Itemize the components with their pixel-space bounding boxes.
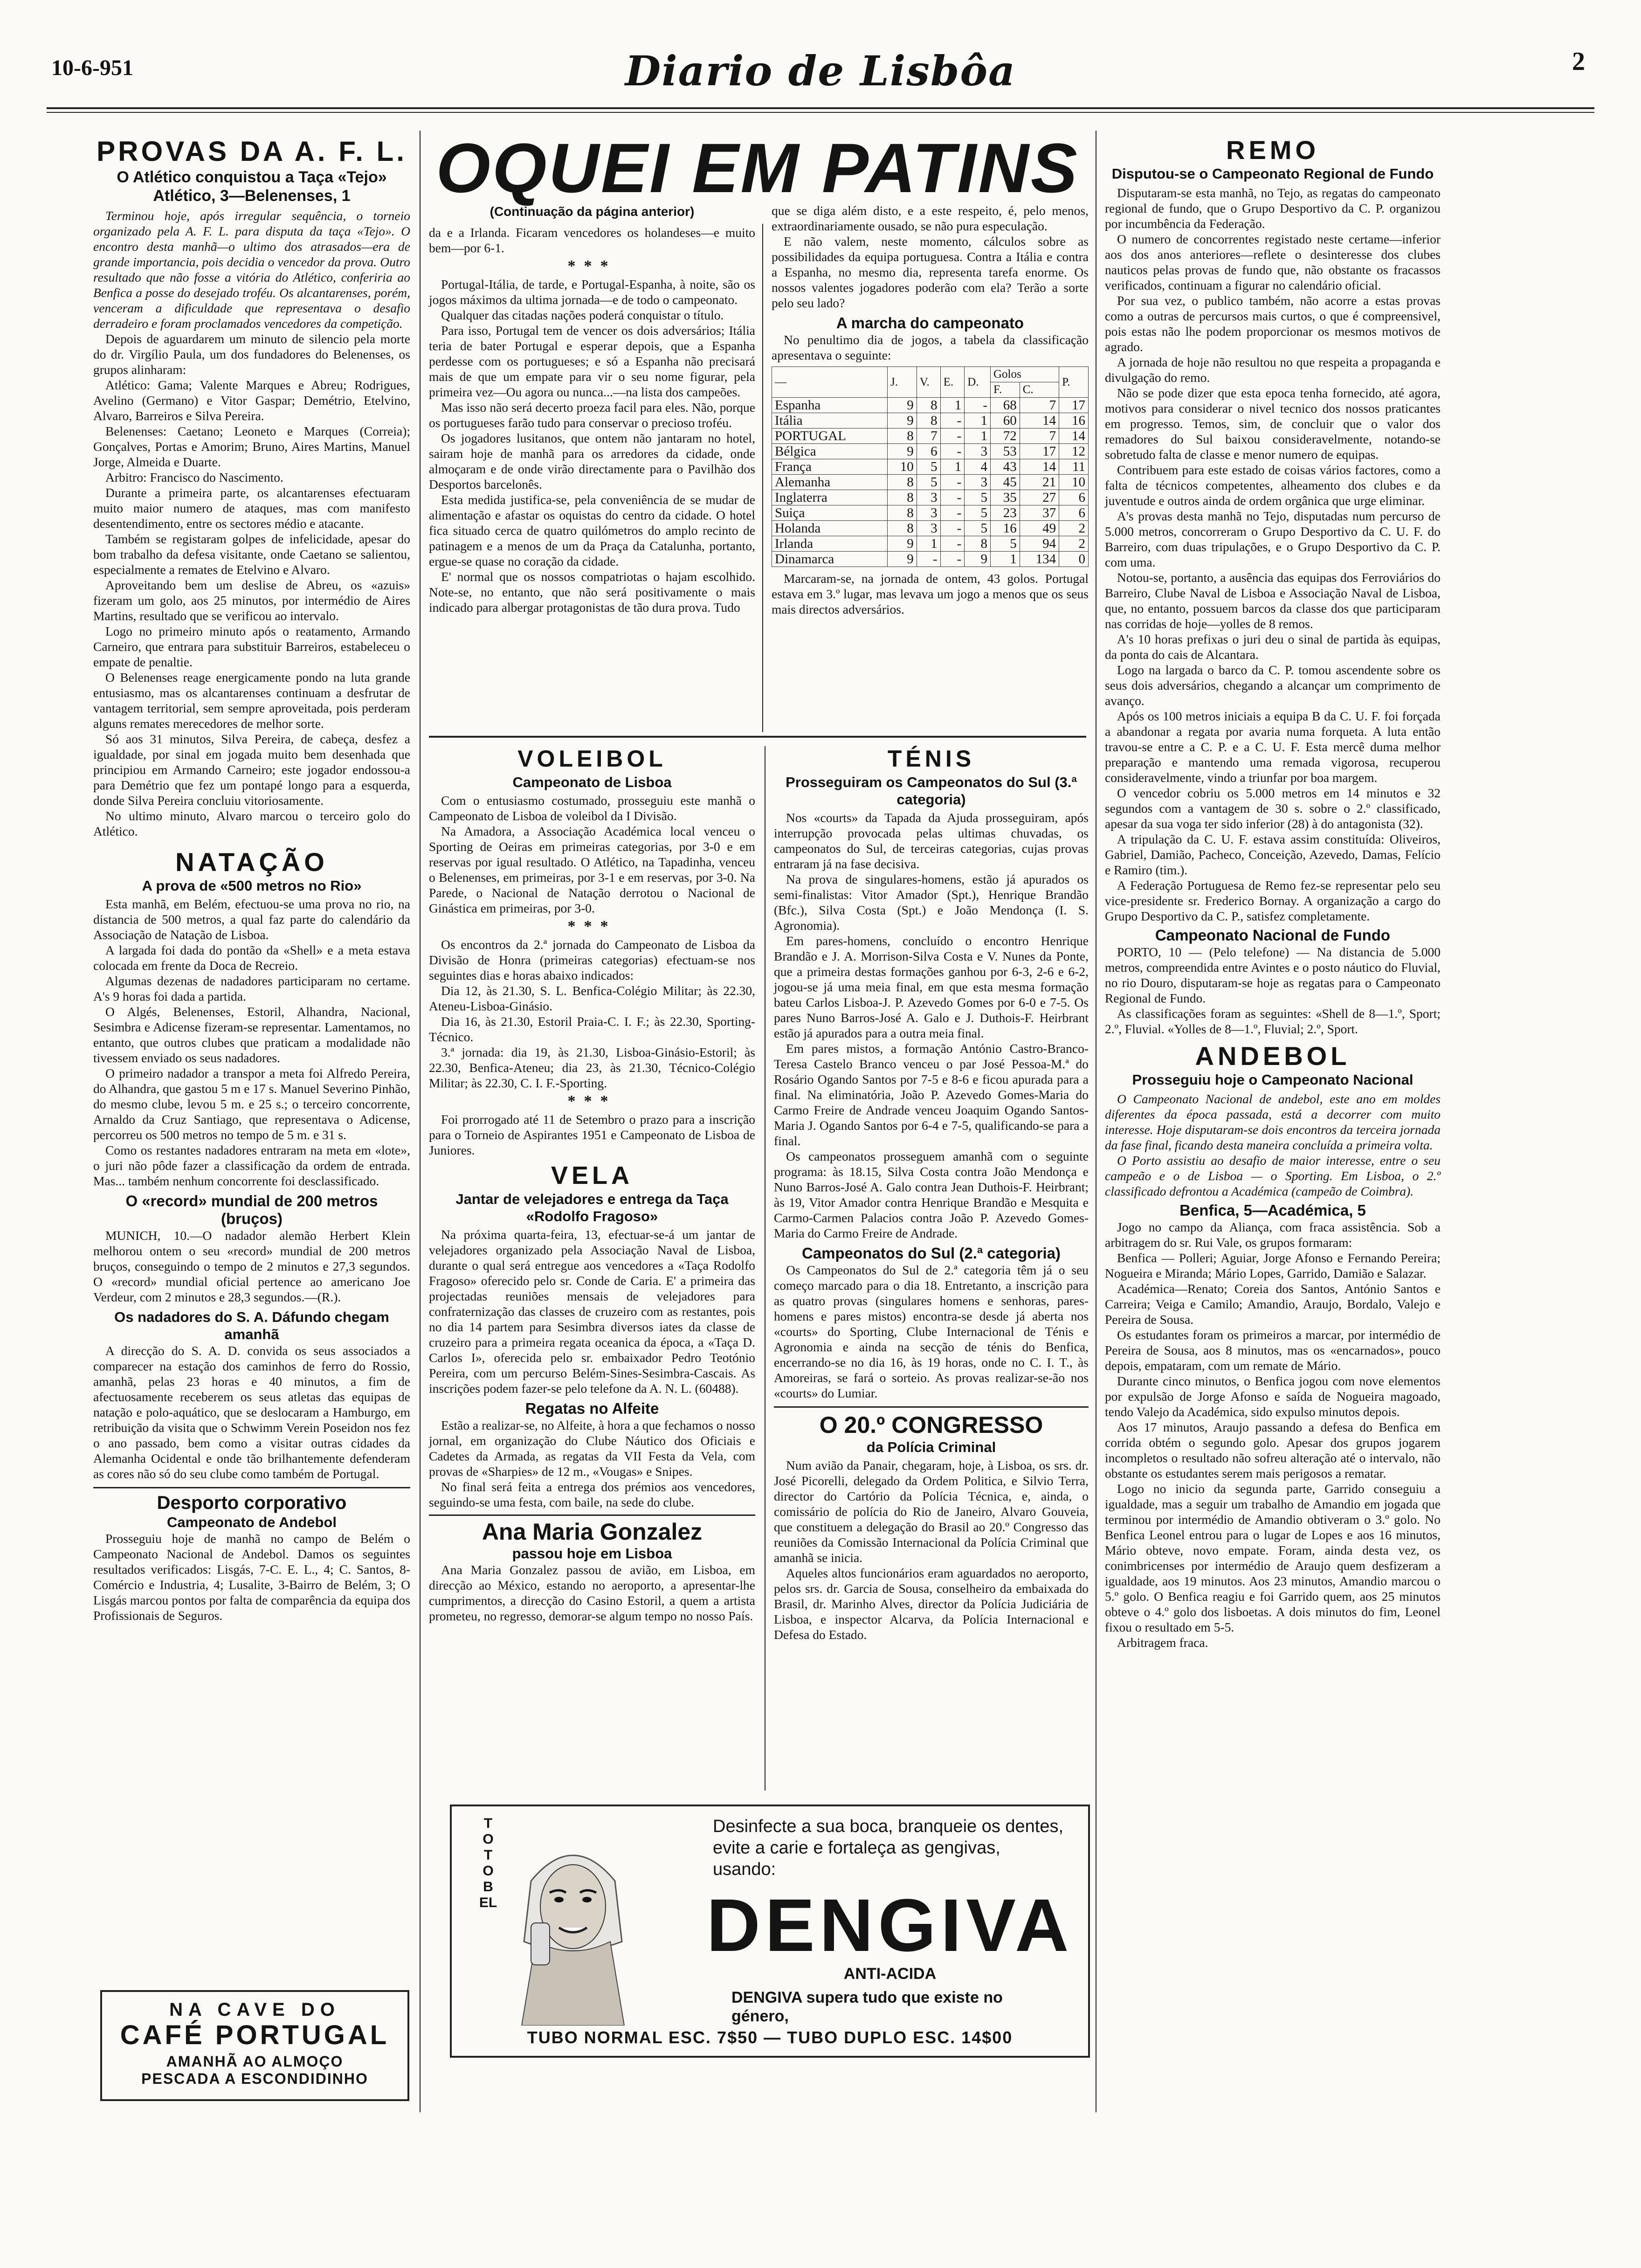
ana-section	[429, 1514, 755, 1624]
tenis-paragraph: Em pares mistos, a formação António Castro-Branco-Teresa Castelo Branco venceu o par José Pessoa-M.ª do Rosário Ogando Santos por 7-5 e 8-6 e ficou apurada para a final. Na eliminatória, João P. Azevedo Gomes-Maria do Carmo Freire de Andrade venceu Joaquim Ogando Santos-Maria J. Ogando Santos por 6-4 e 7-5, qualificando-se para a final.	[774, 1041, 1089, 1148]
league-body	[772, 398, 1089, 567]
woman-photo-illustration	[503, 1820, 643, 2026]
table-cell: 14	[1059, 429, 1089, 444]
andebol-paragraph: Logo no inicio da segunda parte, Garrido conseguiu a igualdade, mas a seguir um trabalho de Amandio em jogada que terminou por intermédio de Amandio obtiveram o 3.º golo. No Benfica Leonel entrou para o lugar de Lopes e aos 16 minutos, Mário obteve, novo empate. Foram, ainda desta vez, os conimbricenses por intermédio de Araujo quem desfizeram a igualdade, aos 19 minutos. Aos 23 minutos, Amandio marcou o 5.º golo. O Benfica reagiu e foi Garrido quem, aos 25 minutos obteve o 4.º golo dos lisboetas. A dois minutos do fim, Leonel fixou o resultado em 5-5.	[1105, 1481, 1441, 1634]
ana-title: Ana Maria Gonzalez	[482, 1519, 703, 1545]
table-cell: 35	[991, 490, 1020, 505]
provas-paragraph: Logo no primeiro minuto após o reatamento, Armando Carneiro, que entrara para substituir Barreiros, estabeleceu o empate de penaltie.	[93, 624, 410, 669]
team-name: Espanha	[772, 398, 888, 413]
table-cell: 72	[991, 429, 1020, 444]
voleibol-paragraph: Com o entusiasmo costumado, prosseguiu este manhã o Campeonato de Lisboa de voleibol da I Divisão.	[429, 793, 755, 823]
dafundo-title: Os nadadores do S. A. Dáfundo chegam amanhã	[114, 1309, 389, 1342]
tenis-paragraph: Na prova de singulares-homens, estão já apurados os semi-finalistas: Vitor Amador (Spt.), Henrique Brandão (Bfc.), Silva Costa (Spt.) e João Mendonça (I. S. Agronomia).	[774, 872, 1089, 933]
andebol-paragraph: Benfica — Polleri; Aguiar, Jorge Afonso e Fernando Pereira; Nogueira e Miranda; Mário Lopes, Garrido, Damião e Salazar.	[1105, 1251, 1441, 1280]
remo-paragraph: A tripulação da C. U. F. estava assim constituída: Oliveiros, Gabriel, Damião, Pacheco, Conceição, Azevedo, Damas, Felício e Ramiro (tim.).	[1105, 832, 1441, 877]
tenis-title: TÉNIS	[887, 746, 975, 772]
provas-paragraph: Só aos 31 minutos, Silva Pereira, de cabeça, desfez a igualdade, por sinal em jogada muito bem desenhada que principiou em Armando Carneiro; este jogador endossou-a para Demétrio que fez um pontapé longo para a esquerda, donde Silva Pereira concluiu vitoriosamente.	[93, 732, 410, 808]
separator-stars: ***	[567, 918, 617, 935]
desporto-section	[93, 1487, 410, 1623]
table-cell: 9	[887, 536, 917, 552]
team-name: Alemanha	[772, 475, 888, 490]
table-cell: 6	[1059, 490, 1089, 505]
section-rule	[429, 736, 1086, 738]
ad-brand-name: DENGIVA	[706, 1883, 1074, 1967]
team-name: PORTUGAL	[772, 429, 888, 444]
natacao-paragraph: Como os restantes nadadores entraram na meta em «lote», o juri não pôde fazer a classificação da ordem de entrada. Mas... também nenhum concorrente foi desclassificado.	[93, 1143, 410, 1188]
table-cell: -	[940, 429, 965, 444]
table-cell: 17	[1020, 444, 1059, 459]
remo-paragraph: O vencedor cobriu os 5.000 metros em 14 minutos e 32 segundos com a vantagem de 30 s. sobre o 2.º classificado, apesar da sua voga ter sido inferior (28) à do antagonista (32).	[1105, 786, 1441, 831]
natacao-subtitle: A prova de «500 metros no Rio»	[142, 878, 362, 894]
team-name: Dinamarca	[772, 552, 888, 567]
masthead-rule-thin	[47, 112, 1594, 113]
oquei-paragraph: Para isso, Portugal tem de vencer os dois adversários; Itália teria de bater Portugal e esperar depois, que a Espanha perdesse com os portugueses; e só a Espanha não precisará mais de que um empate para vir o seu nome figurar, pela primeira vez—Ou agora ou nunca...—na lista dos campeões.	[429, 323, 755, 399]
cafe-ad-line4: PESCADA A ESCONDIDINHO	[141, 2070, 368, 2087]
table-cell: 8	[887, 505, 917, 521]
ad-tagline: ANTI-ACIDA	[843, 1965, 937, 1983]
natacao-paragraph: O Algés, Belenenses, Estoril, Alhandra, Nacional, Sesimbra e Adicense fizeram-se representar. Lamentamos, no entanto, que outros clubes que praticam a modalidade não tivessem enviado os seus nadadores.	[93, 1004, 410, 1065]
table-cell: 6	[1059, 505, 1089, 521]
vela-title: VELA	[551, 1162, 634, 1189]
table-row	[772, 490, 1089, 505]
table-cell: 1	[917, 536, 940, 552]
desporto-title: Desporto corporativo	[157, 1493, 347, 1513]
oquei-paragraph: Os jogadores lusitanos, que ontem não jantaram no hotel, sairam hoje de manhã para os arredores da cidade, onde almoçaram e de onde virão directamente para o Pavilhão dos Desportos barcelonês.	[429, 431, 755, 491]
dafundo-text: A direcção do S. A. D. convida os seus associados a comparecer na estação dos caminhos de ferro do Rossio, amanhã, pelas 23 horas e 40 minutos, a fim de afectuosamente receberem os seus atletas das equipas de natação e polo-aquático, que se deslocaram a Hamburgo, em retribuição da visita que o Schwimm Verein Poseidon nos fez o ano passado, bem como a visitar outras cidades da Alemanha Ocidental e onde tão brilhantemente defenderam as cores não só do seu clube como também de Portugal.	[93, 1343, 410, 1481]
table-cell: -	[965, 398, 991, 413]
table-cell: 37	[1020, 505, 1059, 521]
andebol-paragraph: Arbitragem fraca.	[1117, 1635, 1208, 1650]
table-cell: 16	[991, 521, 1020, 536]
separator-stars: ***	[567, 257, 617, 275]
league-header: C.	[1020, 382, 1059, 398]
table-cell: 1	[991, 552, 1020, 567]
andebol-paragraph: Jogo no campo da Aliança, com fraca assistência. Sob a arbitragem do sr. Rui Vale, os grupos formaram:	[1105, 1220, 1441, 1250]
desporto-text: Prosseguiu hoje de manhã no campo de Belém o Campeonato Nacional de Andebol. Damos os seguintes resultados verificados: Lisgás, 7-C. E. L., 4; C. Santos, 8-Comércio e Industria, 4; Lusalite, 3-Bairro de Belém, 3; O Lisgás marcou pontos por falta de comparência da equipa dos Profissionais de Seguros.	[93, 1531, 410, 1623]
oquei-paragraph: Portugal-Itália, de tarde, e Portugal-Espanha, à noite, são os jogos máximos da ultima jornada—e de todo o campeonato.	[429, 277, 755, 307]
table-cell: 14	[1020, 459, 1059, 475]
remo-paragraph: Notou-se, portanto, a ausência das equipas dos Ferroviários do Barreiro, Clube Naval de Lisboa e Associação Naval de Lisboa, que, no entanto, possuem barcos da classe dos que participaram nas corridas de hoje—yolles de 8 remos.	[1105, 570, 1441, 631]
table-cell: 3	[965, 475, 991, 490]
desporto-subtitle: Campeonato de Andebol	[167, 1514, 337, 1530]
middle-left-column	[429, 744, 755, 1624]
table-cell: 1	[965, 413, 991, 429]
column-divider	[420, 131, 421, 2112]
ad-copy: Desinfecte a sua boca, branqueie os dentes, evite a carie e fortaleça as gengivas, usando:	[713, 1817, 1064, 1879]
table-cell: 8	[917, 413, 940, 429]
table-row	[772, 413, 1089, 429]
table-cell: 5	[991, 536, 1020, 552]
ana-subtitle: passou hoje em Lisboa	[512, 1545, 672, 1562]
remo-paragraph: O numero de concorrentes registado neste certame—inferior aos dos anos anteriores—reflete o desinteresse dos clubes nauticos pelas provas de fundo que, não obstante os fracassos verificados, continuam a figurar no calendário oficial.	[1105, 232, 1441, 292]
league-header: D.	[965, 367, 991, 398]
congresso-paragraph: Num avião da Panair, chegaram, hoje, à Lisboa, os srs. dr. José Picorelli, delegado da Ordem Politica, e Silvio Terra, director do Cartório da Polícia Técnica, e, ainda, o comissário de polícia do Rio de Janeiro, Alvaro Gouveia, que constituem a delegação do Brasil ao 20.º Congresso das reuniões da Comissão Internacional da Polícia Criminal que amanhã se inicia.	[774, 1458, 1089, 1565]
table-cell: -	[940, 475, 965, 490]
table-cell: 8	[887, 475, 917, 490]
table-cell: -	[940, 490, 965, 505]
table-row	[772, 429, 1089, 444]
table-cell: 9	[965, 552, 991, 567]
voleibol-paragraph: Foi prorrogado até 11 de Setembro o prazo para a inscrição para o Torneio de Aspirantes 1951 e Campeonato de Lisboa de Juniores.	[429, 1112, 755, 1157]
provas-paragraph: Aproveitando bem um deslise de Abreu, os «azuis» fizeram um golo, aos 25 minutos, por intermédio de Aires Martins, resultado que se verificou ao intervalo.	[93, 578, 410, 623]
regatas-title: Regatas no Alfeite	[525, 1400, 659, 1417]
table-cell: 49	[1020, 521, 1059, 536]
ad-brand-vertical: TOTOBEL	[479, 1816, 497, 1910]
table-cell: 9	[887, 413, 917, 429]
table-cell: 45	[991, 475, 1020, 490]
league-table	[772, 366, 1089, 567]
table-cell: 4	[965, 459, 991, 475]
andebol-score: Benfica, 5—Académica, 5	[1179, 1202, 1366, 1219]
table-row	[772, 536, 1089, 552]
table-cell: -	[940, 444, 965, 459]
table-cell: -	[940, 552, 965, 567]
table-cell: 27	[1020, 490, 1059, 505]
table-cell: -	[917, 552, 940, 567]
oquei-column-1	[429, 203, 755, 615]
remo-paragraph: Logo na largada o barco da C. P. tomou ascendente sobre os seus dois adversários, chegando a alcançar um comprimento de avanço.	[1105, 663, 1441, 708]
natacao-paragraph: Esta manhã, em Belém, efectuou-se uma prova no rio, na distancia de 500 metros, a qual faz parte do calendário da Associação de Natação de Lisboa.	[93, 897, 410, 942]
provas-paragraph: Também se registaram golpes de infelicidade, apesar do bom trabalho da defesa visitante, onde Caetano se salientou, especialmente a remates de Etelvino e Alvaro.	[93, 532, 410, 577]
sul2-title: Campeonatos do Sul (2.ª categoria)	[802, 1245, 1061, 1262]
regatas-text: No final será feita a entrega dos prémios aos vencedores, seguindo-se uma festa, com baile, na sede do clube.	[429, 1480, 755, 1509]
team-name: Holanda	[772, 521, 888, 536]
table-cell: 7	[917, 429, 940, 444]
table-cell: 2	[1059, 521, 1089, 536]
andebol-subtitle: Prosseguiu hoje o Campeonato Nacional	[1132, 1072, 1413, 1088]
league-header-goals: Golos	[991, 367, 1059, 382]
oquei-paragraph: E' normal que os nossos compatriotas o hajam escolhido. Note-se, no entanto, que não será positivamente o mais indicado para albergar protagonistas de tão dura prova. Tudo	[429, 569, 755, 615]
congresso-paragraph: Aqueles altos funcionários eram aguardados no aeroporto, pelos srs. dr. Garcia de Sousa, conselheiro da embaixada do Brasil, dr. Marinho Alves, director da Polícia Judiciária de Lisboa, e inspector Alcarva, da Polícia Internacional e Defesa do Estado.	[774, 1566, 1089, 1642]
remo-paragraph: A's provas desta manhã no Tejo, disputadas num percurso de 5.000 metros, concorreram o Grupo Desportivo da C. U. F. do Barreiro, com duas tripulações, e o Grupo Desportivo da C. P. com uma.	[1105, 509, 1441, 569]
provas-paragraph: O Belenenses reage energicamente pondo na luta grande entusiasmo, mas os alcantarenses continuam a desfrutar de vantagem territorial, sem sempre aproveitada, pois perderam alguns remates merecedores de melhor sorte.	[93, 670, 410, 731]
table-cell: 6	[917, 444, 940, 459]
table-cell: 7	[1020, 429, 1059, 444]
remo-paragraph: Após os 100 metros iniciais a equipa B da C. U. F. foi forçada a abandonar a regata por avaria numa forqueta. A luta então travou-se entre a C. P. e a C. U. F. Esta mercê duma melhor preparação e mantendo uma remada vigorosa, recuperou consideravelmente, vindo a triunfar por boa margem.	[1105, 709, 1441, 785]
table-cell: 53	[991, 444, 1020, 459]
table-cell: 21	[1020, 475, 1059, 490]
masthead-rule	[47, 107, 1594, 109]
cafe-ad-line3: AMANHÃ AO ALMOÇO	[166, 2053, 344, 2070]
league-header-team: —	[772, 367, 888, 398]
team-name: Itália	[772, 413, 888, 429]
natacao-title: NATAÇÃO	[175, 847, 328, 877]
table-cell: 8	[887, 521, 917, 536]
congresso-section	[774, 1406, 1089, 1642]
record-text: MUNICH, 10.—O nadador alemão Herbert Klein melhorou ontem o seu «record» mundial de 200 metros bruços, conseguindo o tempo de 2 minutos e 27,3 segundos. O «record» mundial oficial pertence ao americano Joe Verdeur, com 2 minutos e 28,3 segundos.—(R.).	[93, 1228, 410, 1304]
voleibol-paragraph: Dia 12, às 21.30, S. L. Benfica-Colégio Militar; às 22.30, Ateneu-Lisboa-Ginásio.	[429, 983, 755, 1013]
table-cell: 1	[965, 429, 991, 444]
team-name: Suiça	[772, 505, 888, 521]
provas-paragraph: Atlético: Gama; Valente Marques e Abreu; Rodrigues, Avelino (Germano) e Vitor Gaspar; Demétrio, Etelvino, Alvaro, Barreiros e Silva Pereira.	[93, 378, 410, 423]
table-cell: 1	[940, 398, 965, 413]
remo-paragraph: A jornada de hoje não resultou no que respeita a propaganda e divulgação do remo.	[1105, 355, 1441, 385]
cafe-portugal-ad	[100, 1990, 409, 2101]
oquei-column-2	[772, 203, 1089, 617]
oquei-title: OQUEI EM PATINS	[436, 129, 1079, 207]
team-name: Bélgica	[772, 444, 888, 459]
table-cell: 3	[917, 521, 940, 536]
table-cell: 11	[1059, 459, 1089, 475]
separator-stars: ***	[567, 1093, 617, 1110]
table-cell: 8	[965, 536, 991, 552]
table-cell: -	[940, 536, 965, 552]
voleibol-subtitle: Campeonato de Lisboa	[512, 774, 672, 790]
oquei-paragraph: Esta medida justifica-se, pela conveniência de se mudar de alimentação e afastar os oquistas do centro da cidade. O hotel fica situado cerca de quatro quilómetros do amplo recinto de patinagem e a menos de um da Praça da Catalunha, portanto, ergue-se quase no coração da cidade.	[429, 492, 755, 568]
provas-paragraph: Depois de aguardarem um minuto de silencio pela morte do dr. Virgílio Paula, um dos fundadores do Belenenses, os grupos alinharam:	[93, 332, 410, 377]
table-cell: 2	[1059, 536, 1089, 552]
table-cell: 5	[917, 475, 940, 490]
issue-date: 10-6-951	[51, 55, 133, 80]
provas-subtitle: O Atlético conquistou a Taça «Tejo»	[117, 168, 387, 186]
voleibol-paragraph: Dia 16, às 21.30, Estoril Praia-C. I. F.; às 22.30, Sporting-Técnico.	[429, 1014, 755, 1044]
provas-paragraph: Arbitro: Francisco do Nascimento.	[105, 470, 283, 484]
table-cell: 3	[917, 505, 940, 521]
league-header: E.	[940, 367, 965, 398]
andebol-intro: O Porto assistiu ao desafio de maior interesse, entre o seu campeão e o de Lisboa — o Sporting. Em Lisboa, o 2.º classificado defrontou a Académica (campeão de Coimbra).	[1105, 1153, 1441, 1198]
table-cell: 9	[887, 552, 917, 567]
team-name: França	[772, 459, 888, 475]
table-cell: 10	[887, 459, 917, 475]
natacao-paragraph: O primeiro nadador a transpor a meta foi Alfredo Pereira, do Alhandra, que gastou 5 m e 17 s. Manuel Severino Pinhão, do mesmo clube, levou 5 m. e 25 s.; o terceiro concorrente, Arnaldo da Cruz Santiago, que representava o Adicense, percorreu os 500 metros no tempo de 5 m. e 31 s.	[93, 1066, 410, 1142]
oquei-continued: (Continuação da página anterior)	[490, 204, 695, 219]
andebol-paragraph: Durante cinco minutos, o Benfica jogou com nove elementos por expulsão de Jorge Afonso e saída de Nogueira magoado, tendo Valejo da Académica, sido expulso minutos depois.	[1105, 1374, 1441, 1419]
table-cell: 8	[917, 398, 940, 413]
table-row	[772, 459, 1089, 475]
sul2-text: Os Campeonatos do Sul de 2.ª categoria têm já o seu começo marcado para o dia 18. Entretanto, a inscrição para as quatro provas (singulares homens e senhoras, pares-homens e pares mistos) encontra-se desde já aberta nos «courts» do Sporting, Clube Internacional de Ténis e Agronomia e ainda na secção de ténis do Benfica, encerrando-se no dia 16, às 19 horas, onde no C. I. T., às Amoreiras, se fará o sorteio. As provas realizar-se-ão nos «courts» do Lumiar.	[774, 1263, 1089, 1400]
table-cell: 3	[917, 490, 940, 505]
league-header: J.	[887, 367, 917, 398]
andebol-intro: O Campeonato Nacional de andebol, este ano em moldes diferentes da época passada, está a decorrer com muito interesse. Hoje disputaram-se dois encontros da terceira jornada da fase final, ficando desta maneira concluída a primeira volta.	[1105, 1092, 1441, 1152]
tenis-subtitle: Prosseguiram os Campeonatos do Sul (3.ª categoria)	[786, 774, 1077, 808]
league-header: V.	[917, 367, 940, 398]
provas-title: PROVAS DA A. F. L.	[97, 136, 407, 167]
provas-paragraph: Belenenses: Caetano; Leoneto e Marques (Correia); Gonçalves, Portas e Amorim; Bruno, Aires Martins, Manuel Jorge, Almeida e Duarte.	[93, 424, 410, 469]
oquei-paragraph: Qualquer das citadas nações poderá conquistar o título.	[441, 308, 724, 322]
natacao-paragraph: A largada foi dada do pontão da «Shell» e a meta estava colocada em frente da Doca de Recreio.	[93, 943, 410, 973]
remo-paragraph: Por sua vez, o publico também, não acorre a estas provas como a outras de percursos mais curtos, o que é compreensivel, pois estas não lhe podem proporcionar os mesmos motivos de agrado.	[1105, 293, 1441, 354]
provas-paragraph: Durante a primeira parte, os alcantarenses efectuaram muito maior numero de ataques, mas com manifesto desentendimento, entre os sectores médio e atacante.	[93, 485, 410, 531]
cafe-ad-line1: NA CAVE DO	[169, 1999, 340, 2020]
table-cell: 43	[991, 459, 1020, 475]
voleibol-paragraph: 3.ª jornada: dia 19, às 21.30, Lisboa-Ginásio-Estoril; às 22.30, Benfica-Ateneu; dia 23, às 21.30, Técnico-Colégio Militar; às 22.30, C. I. F.-Sporting.	[429, 1045, 755, 1090]
provas-score: Atlético, 3—Belenenses, 1	[153, 187, 351, 205]
provas-paragraph: Terminou hoje, após irregular sequência, o torneio organizado pela A. F. L. para disputa da taça «Tejo». O encontro desta manhã—o ultimo dos atrasados—era de grande importancia, pois decidia o vencedor da prova. Outro resultado que não fosse a vitória do Atlético, conferiria ao Benfica a posse do desejado troféu. Os alcantarenses, porém, venceram a dificuldade que representava o desafio derradeiro e foram proclamados vencedores da competição.	[93, 208, 410, 331]
marcha-title: A marcha do campeonato	[836, 314, 1024, 332]
remo-subtitle: Disputou-se o Campeonato Regional de Fundo	[1111, 166, 1434, 182]
table-cell: 7	[1020, 398, 1059, 413]
table-cell: 68	[991, 398, 1020, 413]
table-cell: 3	[965, 444, 991, 459]
table-row	[772, 475, 1089, 490]
table-row	[772, 444, 1089, 459]
tenis-paragraph: Nos «courts» da Tapada da Ajuda prosseguiram, após interrupção provocada pelas ultimas chuvadas, os campeonatos do Sul, de terceiras categorias, cujas provas entraram já na fase decisiva.	[774, 810, 1089, 871]
table-cell: 5	[965, 521, 991, 536]
ad-claim: DENGIVA supera tudo que existe no género,	[731, 1989, 1003, 2025]
vela-subtitle: Jantar de velejadores e entrega da Taça «Rodolfo Fragoso»	[455, 1191, 729, 1224]
voleibol-paragraph: Na Amadora, a Associação Académica local venceu o Sporting de Oeiras em primeiras categorias, por 3-0 e em reservas por igual resultado. O Atlético, na Tapadinha, venceu o Belenenses, em primeiras, por 3-1 e em reservas, por 3-0. Na Parede, o Nacional de Natação derrotou o Nacional de Ginástica em primeiras, por 3-0.	[429, 824, 755, 915]
table-cell: 94	[1020, 536, 1059, 552]
dengiva-ad	[450, 1805, 1090, 2058]
table-cell: 8	[887, 429, 917, 444]
remo-paragraph: Não se pode dizer que esta epoca tenha fornecido, até agora, motivos para considerar o nivel tecnico dos nossos praticantes em progresso. Temos, sim, de concluir que o valor dos remadores do Sul baixou consideravelmente, notando-se sobretudo falta de classe e menor numero de equipas.	[1105, 386, 1441, 462]
newspaper-title: Diario de Lisbôa	[625, 47, 1016, 95]
table-cell: 8	[887, 490, 917, 505]
team-name: Inglaterra	[772, 490, 888, 505]
voleibol-paragraph: Os encontros da 2.ª jornada do Campeonato de Lisboa da Divisão de Honra (primeiras categorias) efectuam-se nos seguintes dias e horas abaixo indicados:	[429, 937, 755, 982]
table-cell: 12	[1059, 444, 1089, 459]
oquei-paragraph: que se diga além disto, e a este respeito, é, pelo menos, extraordinariamente ousado, se não pura especulação.	[772, 203, 1089, 233]
remo-paragraph: Contribuem para este estado de coisas vários factores, como a falta de técnicos competentes, alheamento dos clubes e da juventude e outros ainda de ordem orgânica que urge eliminar.	[1105, 463, 1441, 508]
andebol-paragraph: Os estudantes foram os primeiros a marcar, por intermédio de Pereira de Sousa, aos 8 minutos, mas os «encarnados», pouco depois, empataram, com um remate de Mário.	[1105, 1328, 1441, 1373]
andebol-title: ANDEBOL	[1195, 1041, 1351, 1071]
andebol-paragraph: Aos 17 minutos, Araujo passando a defesa do Benfica em corrida obtém o segundo golo. Apesar dos grupos jogarem incompletos o resultado não sofreu alteração até o intervalo, não obstante os estudantes serem mais perigosos a rematar.	[1105, 1420, 1441, 1480]
table-cell: 134	[1020, 552, 1059, 567]
table-cell: 10	[1059, 475, 1089, 490]
oquei-paragraph: da e a Irlanda. Ficaram vencedores os holandeses—e muito bem—por 6-1.	[429, 225, 755, 255]
column-right	[1105, 135, 1441, 1650]
column-left	[93, 135, 410, 1623]
remo-paragraph: Disputaram-se esta manhã, no Tejo, as regatas do campeonato regional de fundo, que o Grupo Desportivo da C. P. organizou por incumbência da Federação.	[1105, 186, 1441, 231]
andebol-paragraph: Académica—Renato; Coreia dos Santos, António Santos e Carreira; Veiga e Camilo; Amandio, Araujo, Bordalo, Valejo e Pereira de Sousa.	[1105, 1281, 1441, 1327]
after-table-text: Marcaram-se, na jornada de ontem, 43 golos. Portugal estava em 3.º lugar, mas levava um jogo a menos que os seus mais directos adversários.	[772, 571, 1089, 616]
vela-text: Na próxima quarta-feira, 13, efectuar-se-á um jantar de velejadores organizado pela Associação Naval de Lisboa, durante o qual será entregue aos vencedores a «Taça Rodolfo Fragoso» oferecido pelo sr. Conde de Caria. E' a primeira das projectadas reuniões mensais de velejadores para confraternização das classes de cruzeiro com as restantes, pois no dia 14 partem para Sesimbra diversos iates da classe de cruzeiro para a primeira regata oceanica da época, a «Taça D. Carlos I», oferecida pelo sr. embaixador Pedro Teotónio Pereira, com um percurso Belém-Sines-Sesimbra-Cascais. As inscrições podem fazer-se pelo telefone da A. N. L. (60488).	[429, 1227, 755, 1396]
page-number: 2	[1572, 47, 1585, 76]
tenis-paragraph: Os campeonatos prosseguem amanhã com o seguinte programa: às 18.15, Silva Costa contra João Mendonça e Nuno Barros-José A. Galo contra Jean Duthois-F. Heirbrant; às 19, Vitor Amador contra Henrique Brandão e Mesquita e Carmo-Carmen Palacios contra João P. Azevedo Gomes-Maria do Carmo Freire de Andrade.	[774, 1149, 1089, 1240]
table-cell: -	[940, 413, 965, 429]
table-row	[772, 552, 1089, 567]
column-divider	[762, 224, 763, 732]
middle-right-column	[774, 744, 1089, 1642]
table-row	[772, 398, 1089, 413]
table-cell: 23	[991, 505, 1020, 521]
oquei-paragraph: Mas isso não será decerto proeza facil para eles. Não, porque os portugueses farão tudo para conservar o precioso troféu.	[429, 400, 755, 430]
ana-text: Ana Maria Gonzalez passou de avião, em Lisboa, em direcção ao México, estando no aeroporto, a apresentar-lhe cumprimentos, a direcção do Casino Estoril, a quem a artista prometeu, no regresso, demorar-se algum tempo no nosso País.	[429, 1563, 755, 1623]
league-header: P.	[1059, 367, 1089, 398]
table-row	[772, 521, 1089, 536]
league-header: F.	[991, 382, 1020, 398]
table-cell: 14	[1020, 413, 1059, 429]
congresso-subtitle: da Polícia Criminal	[866, 1439, 996, 1455]
regatas-text: Estão a realizar-se, no Alfeite, à hora a que fechamos o nosso jornal, em organização do Clube Náutico dos Oficiais e Cadetes da Armada, as regatas da VII Festa da Vela, com provas de «Sharpies» de 12 m., «Vougas» e Snipes.	[429, 1418, 755, 1479]
ad-prices: TUBO NORMAL ESC. 7$50 — TUBO DUPLO ESC. 14$00	[527, 2028, 1013, 2047]
table-cell: 5	[965, 505, 991, 521]
team-name: Irlanda	[772, 536, 888, 552]
natacao-paragraph: Algumas dezenas de nadadores participaram no certame. A's 9 horas foi dada a partida.	[93, 974, 410, 1003]
table-cell: 1	[940, 459, 965, 475]
table-cell: 16	[1059, 413, 1089, 429]
fundo-text: PORTO, 10 — (Pelo telefone) — Na distancia de 5.000 metros, compreendida entre Avintes e o posto náutico do Fluvial, no rio Douro, disputaram-se hoje as regatas para o Campeonato Regional de Fundo.	[1105, 945, 1441, 1005]
table-cell: 9	[887, 444, 917, 459]
table-cell: 5	[917, 459, 940, 475]
fundo-title: Campeonato Nacional de Fundo	[1155, 927, 1391, 944]
tenis-paragraph: Em pares-homens, concluído o encontro Henrique Brandão e J. A. Morrison-Silva Costa e V. Nunes da Ponte, que a primeira destas formações ganhou por 6-3, 2-6 e 6-2, jogou-se já uma meia final, em que esta mesma formação bateu Carlos Lisboa-J. P. Azevedo Gomes por 6-0 e 7-5. Os pares Nuno Barros-José A. Galo e J. Duthois-F. Heirbrant estão já apurados para a outra meia final.	[774, 933, 1089, 1040]
voleibol-title: VOLEIBOL	[517, 746, 667, 772]
record-title: O «record» mundial de 200 metros (bruços)	[125, 1192, 378, 1227]
table-cell: 5	[965, 490, 991, 505]
table-cell: 0	[1059, 552, 1089, 567]
table-cell: -	[940, 505, 965, 521]
table-cell: 17	[1059, 398, 1089, 413]
fundo-text: As classificações foram as seguintes: «Shell de 8—1.º, Sport; 2.º, Fluvial. «Yolles de 8—1.º, Fluvial; 2.º, Sport.	[1105, 1006, 1441, 1036]
table-cell: -	[940, 521, 965, 536]
remo-paragraph: A's 10 horas prefixas o juri deu o sinal de partida às equipas, da ponta do cais de Alcantara.	[1105, 632, 1441, 662]
table-cell: 60	[991, 413, 1020, 429]
remo-title: REMO	[1226, 135, 1319, 165]
congresso-title: O 20.º CONGRESSO	[819, 1412, 1043, 1438]
table-row	[772, 505, 1089, 521]
marcha-intro: No penultimo dia de jogos, a tabela da classificação apresentava o seguinte:	[772, 332, 1089, 362]
oquei-paragraph: E não valem, neste momento, cálculos sobre as possibilidades da equipa portuguesa. Contra a Itália e contra a Espanha, no mesmo dia, representa tarefa enorme. Os nossos valentes jogadores poderão com ela? Terão a sorte pelo seu lado?	[772, 234, 1089, 310]
provas-paragraph: No ultimo minuto, Alvaro marcou o terceiro golo do Atlético.	[93, 809, 410, 838]
cafe-ad-line2: CAFÉ PORTUGAL	[120, 2020, 390, 2050]
table-cell: 9	[887, 398, 917, 413]
remo-paragraph: A Federação Portuguesa de Remo fez-se representar pelo seu vice-presidente sr. Frederico Bornay. A organização a cargo do Grupo Desportivo da C. P., satisfez completamente.	[1105, 878, 1441, 923]
